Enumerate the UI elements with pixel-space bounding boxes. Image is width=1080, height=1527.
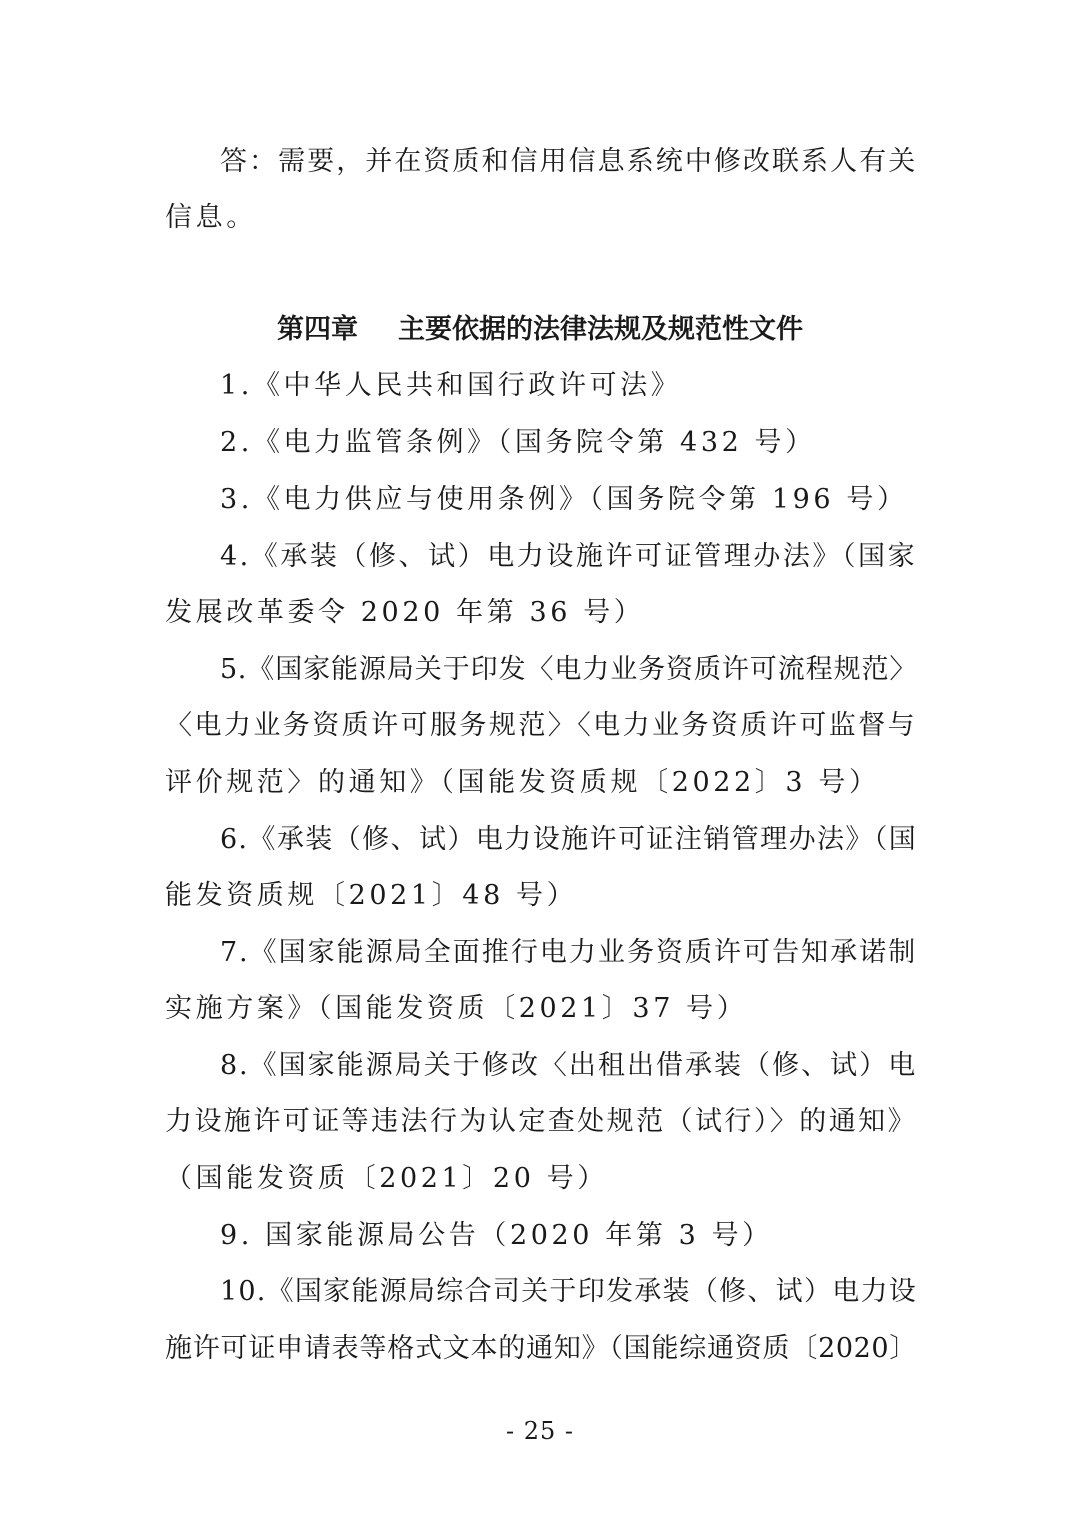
list-item-4-line-1: 4.《承装（修、试）电力设施许可证管理办法》（国家 bbox=[220, 541, 917, 572]
list-item-8-line-3: （国能发资质〔2021〕20 号） bbox=[165, 1163, 608, 1194]
list-item-9-line-1: 9. 国家能源局公告（2020 年第 3 号） bbox=[220, 1220, 773, 1251]
list-item-3-line-1: 3.《电力供应与使用条例》（国务院令第 196 号） bbox=[220, 484, 908, 515]
list-item-10-line-1: 10.《国家能源局综合司关于印发承装（修、试）电力设 bbox=[220, 1276, 917, 1307]
list-item-6-line-1: 6.《承装（修、试）电力设施许可证注销管理办法》（国 bbox=[220, 824, 917, 855]
answer-line-2: 信息。 bbox=[165, 202, 257, 233]
chapter-number: 第四章 bbox=[277, 314, 358, 345]
list-item-4-line-2: 发展改革委令 2020 年第 36 号） bbox=[165, 597, 645, 628]
answer-line-1: 答：需要，并在资质和信用信息系统中修改联系人有关 bbox=[220, 146, 917, 177]
list-item-2-line-1: 2.《电力监管条例》（国务院令第 432 号） bbox=[220, 427, 816, 458]
list-item-7-line-1: 7.《国家能源局全面推行电力业务资质许可告知承诺制 bbox=[220, 937, 917, 968]
list-item-6-line-2: 能发资质规〔2021〕48 号） bbox=[165, 880, 578, 911]
chapter-heading bbox=[0, 310, 1080, 350]
list-item-5-line-2: 〈电力业务资质许可服务规范〉〈电力业务资质许可监督与 bbox=[165, 710, 917, 741]
list-item-10-line-2: 施许可证申请表等格式文本的通知》（国能综通资质〔2020〕 bbox=[165, 1333, 917, 1364]
list-item-5-line-3: 评价规范〉的通知》（国能发资质规〔2022〕3 号） bbox=[165, 767, 880, 798]
list-item-8-line-1: 8.《国家能源局关于修改〈出租出借承装（修、试）电 bbox=[220, 1050, 917, 1081]
list-item-5-line-1: 5.《国家能源局关于印发〈电力业务资质许可流程规范〉 bbox=[220, 654, 917, 685]
chapter-title: 主要依据的法律法规及规范性文件 bbox=[398, 314, 803, 345]
list-item-8-line-2: 力设施许可证等违法行为认定查处规范（试行）〉的通知》 bbox=[165, 1106, 917, 1137]
list-item-1-line-1: 1.《中华人民共和国行政许可法》 bbox=[220, 370, 682, 401]
list-item-7-line-2: 实施方案》（国能发资质〔2021〕37 号） bbox=[165, 993, 748, 1024]
page-number: - 25 - bbox=[505, 1417, 574, 1445]
